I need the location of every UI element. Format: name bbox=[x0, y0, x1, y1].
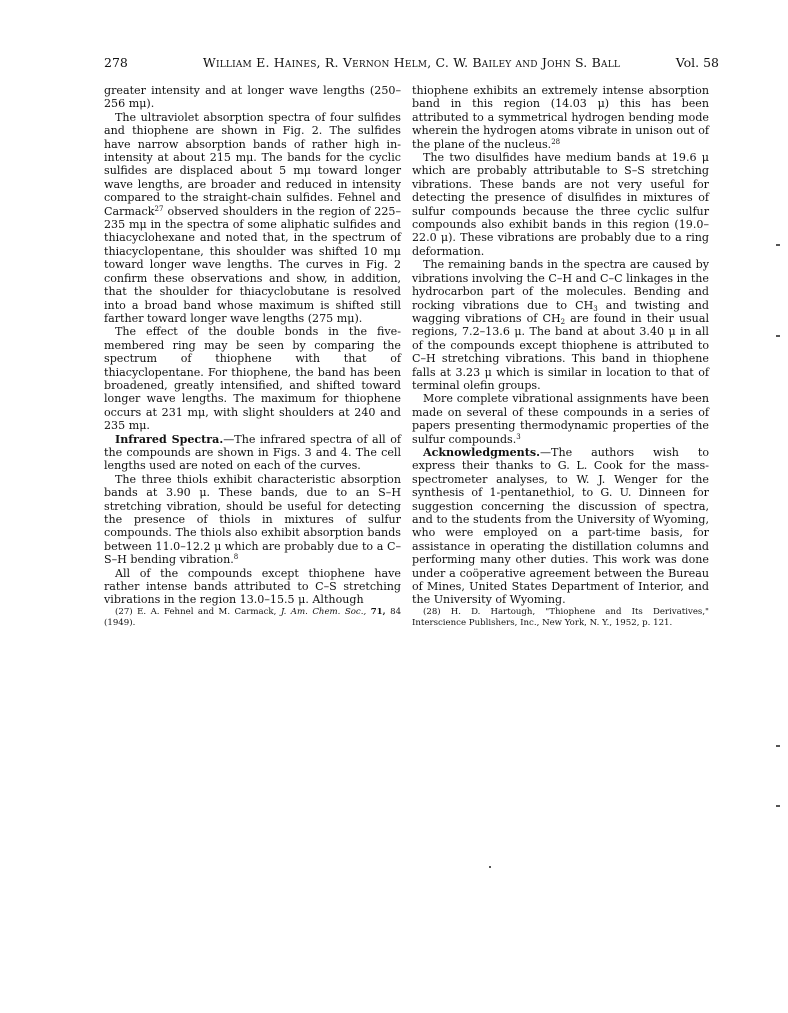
paragraph: The two disulfides have medium bands at 19.6 μ which are probably attributable to S–S stretching vibrations. These bands are not very useful for detecting the presence of disulfides in mixtures of sulfur compounds because the three cyclic sulfur compounds also exhibit bands in this region (19.0–22.0 μ). These vibrations are probably due to a ring deformation. bbox=[412, 151, 709, 258]
subscript: 2 bbox=[560, 317, 566, 326]
scan-speck bbox=[776, 335, 780, 337]
paragraph-text: —The infrared spectra of all of the compounds are shown in Figs. 3 and 4. The cell lengths used are noted on each of the curves. bbox=[104, 432, 402, 473]
paragraph bbox=[412, 446, 709, 607]
running-header-authors: William E. Haines, R. Vernon Helm, C. W. Bailey and John S. Ball bbox=[202, 55, 621, 70]
footnote-rest: 84 (1949). bbox=[104, 606, 402, 629]
paragraph-text: The ultraviolet absorption spectra of four sulfides and thiophene are shown in Fig. 2. The sulfides have narrow absorption bands of rather high in-intensity at about 215 mμ. The bands for the cyclic sulfides are displaced about 5 mμ toward longer wave lengths, are broader and reduced in intensity compared to the straight-chain sulfides. Fehnel and Carmack bbox=[104, 110, 401, 218]
paragraph-text: The remaining bands in the spectra are caused by vibrations involving the C–H and C–C linkages in the hydrocarbon part of the molecules. Bending and rocking vibrations due to CH bbox=[412, 258, 709, 312]
left-column bbox=[104, 84, 401, 630]
footnote-authors: E. A. Fehnel and M. Carmack, bbox=[137, 606, 277, 617]
reference-marker: 8 bbox=[233, 553, 239, 562]
paragraph bbox=[104, 433, 401, 473]
footnote-number: (27) bbox=[115, 606, 133, 617]
footnote bbox=[104, 607, 401, 630]
footnote: (28) H. D. Hartough, "Thiophene and Its Derivatives," Interscience Publishers, Inc., New York, N. Y., 1952, p. 121. bbox=[412, 606, 709, 629]
running-header bbox=[104, 55, 719, 71]
scan-speck bbox=[776, 244, 780, 246]
section-heading: Infrared Spectra. bbox=[115, 432, 224, 446]
paragraph bbox=[412, 258, 709, 392]
right-column bbox=[412, 84, 709, 630]
subscript: 3 bbox=[593, 304, 598, 313]
paragraph: The effect of the double bonds in the five-membered ring may be seen by comparing the spectrum of thiophene with that of thiacyclopentane. For thiophene, the band has been broadened, greatly intensified, and shifted toward longer wave lengths. The maximum for thiophene occurs at 231 mμ, with slight shoulders at 240 and 235 mμ. bbox=[104, 325, 401, 433]
scan-speck bbox=[489, 866, 491, 868]
paragraph bbox=[104, 473, 401, 567]
paragraph-text: thiophene exhibits an extremely intense absorption band in this region (14.03 μ) this has been attributed to a symmetrical hydrogen bending mode wherein the hydrogen atoms vibrate in unison out of the plane of the nucleus. bbox=[412, 84, 709, 151]
reference-marker: 28 bbox=[551, 137, 561, 146]
paragraph-text: are found in their usual regions, 7.2–13.6 μ. The band at about 3.40 μ in all of the compounds except thiophene is attributed to C–H stretching vibrations. This band in thiophene falls at 3.23 μ which is similar in location to that of terminal olefin groups. bbox=[412, 311, 709, 392]
scan-speck bbox=[776, 745, 780, 747]
paragraph: greater intensity and at longer wave lengths (250–256 mμ). bbox=[104, 84, 401, 111]
paragraph-text: The three thiols exhibit characteristic absorption bands at 3.90 μ. These bands, due to an S–H stretching vibration, should be useful for detecting the presence of thiols in mixtures of sulfur compounds. The thiols also exhibit absorption bands between 11.0–12.2 μ which are probably due to a C–S–H bending vibration. bbox=[104, 472, 401, 567]
paragraph bbox=[412, 84, 709, 151]
paragraph-text: —The authors wish to express their thanks to G. L. Cook for the mass-spectrometer analyses, to W. J. Wenger for the synthesis of 1-pentanethiol, to G. U. Dinneen for suggestion concerning the discussion of spectra, and to the students from the University of Wyoming, who were employed on a part-time basis, for assistance in operating the distillation columns and performing many other duties. This work was done under a coöperative agreement between the Bureau of Mines, United States Department of Interior, and the University of Wyoming. bbox=[412, 445, 709, 607]
paragraph-text: and twisting and wagging vibrations of CH bbox=[412, 298, 709, 325]
volume-label: Vol. 58 bbox=[675, 55, 719, 70]
reference-marker: 27 bbox=[154, 204, 164, 213]
scan-speck bbox=[776, 805, 780, 807]
section-heading: Acknowledgments. bbox=[423, 445, 540, 459]
paragraph bbox=[104, 111, 401, 326]
paragraph-text: observed shoulders in the region of 225–235 mμ in the spectra of some aliphatic sulfides and thiacyclohexane and noted that, in the spectrum of thiacyclopentane, this shoulder was shifted 10 mμ toward longer wave lengths. The curves in Fig. 2 confirm these observations and show, in addition, that the shoulder for thiacyclobutane is resolved into a broad band whose maximum is shifted still farther toward longer wave lengths (275 mμ). bbox=[104, 204, 401, 325]
paragraph: All of the compounds except thiophene have rather intense bands attributed to C–S stretching vibrations in the region 13.0–15.5 μ. Although bbox=[104, 566, 401, 607]
paragraph-text: More complete vibrational assignments have been made on several of these compounds in a series of papers presenting thermodynamic properties of the sulfur compounds. bbox=[412, 392, 709, 446]
paragraph bbox=[412, 392, 709, 446]
footnote-journal: J. Am. Chem. Soc., bbox=[280, 606, 367, 617]
reference-marker: 3 bbox=[516, 432, 521, 441]
page-number: 278 bbox=[104, 55, 128, 70]
footnote-volume: 71, bbox=[370, 606, 386, 617]
